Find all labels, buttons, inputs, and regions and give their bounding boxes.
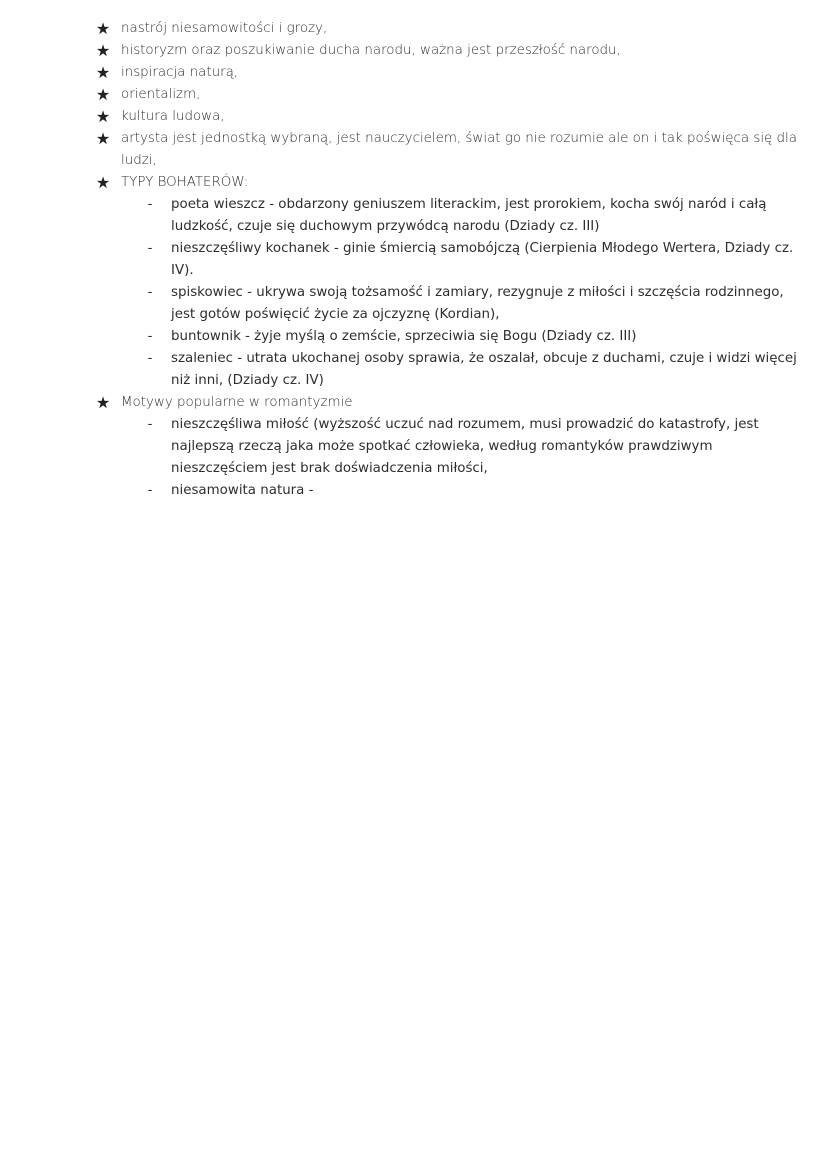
dash-bullet-icon: - bbox=[147, 351, 153, 366]
list-item-text: TYPY BOHATERÓW: bbox=[121, 175, 249, 190]
list-item-hero-types bbox=[0, 172, 828, 194]
list-item bbox=[0, 128, 828, 172]
sub-list-item-text: poeta wieszcz - obdarzony geniuszem literackim, jest prorokiem, kocha swój naród i całą ludzkość, czuje się duchowym przywódcą narodu (Dziady cz. III) bbox=[171, 197, 767, 234]
list-item-text: artysta jest jednostką wybraną, jest nauczycielem, świat go nie rozumie ale on i tak poświęca się dla ludzi, bbox=[121, 131, 797, 168]
sub-list-item bbox=[0, 194, 828, 238]
list-item bbox=[0, 40, 828, 62]
list-item-text: orientalizm, bbox=[121, 87, 201, 102]
sub-list-item-text: niesamowita natura - bbox=[171, 483, 314, 498]
dash-bullet-icon: - bbox=[147, 197, 153, 212]
hero-types-sublist bbox=[0, 194, 828, 392]
dash-bullet-icon: - bbox=[147, 241, 153, 256]
star-bullet-icon: ★ bbox=[95, 19, 111, 38]
document-page bbox=[0, 18, 828, 502]
sub-list-item bbox=[0, 282, 828, 326]
star-bullet-icon: ★ bbox=[95, 41, 111, 60]
list-item-text: inspiracja naturą, bbox=[121, 65, 239, 80]
star-bullet-icon: ★ bbox=[95, 393, 111, 412]
dash-bullet-icon: - bbox=[147, 417, 153, 432]
star-bullet-icon: ★ bbox=[95, 173, 111, 192]
star-bullet-icon: ★ bbox=[95, 107, 111, 126]
sub-list-item-text: nieszczęśliwy kochanek - ginie śmiercią samobójczą (Cierpienia Młodego Wertera, Dziady cz. IV). bbox=[171, 241, 794, 278]
sub-list-item-text: buntownik - żyje myślą o zemście, sprzeciwia się Bogu (Dziady cz. III) bbox=[171, 329, 637, 344]
list-item bbox=[0, 18, 828, 40]
list-item bbox=[0, 106, 828, 128]
dash-bullet-icon: - bbox=[147, 329, 153, 344]
star-bullet-icon: ★ bbox=[95, 85, 111, 104]
sub-list-item bbox=[0, 414, 828, 480]
star-bullet-icon: ★ bbox=[95, 63, 111, 82]
sub-list-item-text: spiskowiec - ukrywa swoją tożsamość i zamiary, rezygnuje z miłości i szczęścia rodzinnego, jest gotów poświęcić życie za ojczyznę (Kordian), bbox=[171, 285, 784, 322]
list-item-motifs bbox=[0, 392, 828, 414]
dash-bullet-icon: - bbox=[147, 483, 153, 498]
sub-list-item bbox=[0, 480, 828, 502]
motifs-sublist bbox=[0, 414, 828, 502]
sub-list-item bbox=[0, 238, 828, 282]
list-item-text: historyzm oraz poszukiwanie ducha narodu, ważna jest przeszłość narodu, bbox=[121, 43, 621, 58]
sub-list-item bbox=[0, 348, 828, 392]
list-item bbox=[0, 84, 828, 106]
sub-list-item-text: nieszczęśliwa miłość (wyższość uczuć nad rozumem, musi prowadzić do katastrofy, jest najlepszą rzeczą jaka może spotkać człowieka, według romantyków prawdziwym nieszczęściem jest brak doświadczenia miłości, bbox=[171, 417, 759, 476]
dash-bullet-icon: - bbox=[147, 285, 153, 300]
list-item-text: nastrój niesamowitości i grozy, bbox=[121, 21, 328, 36]
sub-list-item-text: szaleniec - utrata ukochanej osoby sprawia, że oszalał, obcuje z duchami, czuje i widzi więcej niż inni, (Dziady cz. IV) bbox=[171, 351, 797, 388]
list-item bbox=[0, 62, 828, 84]
list-item-text: kultura ludowa, bbox=[121, 109, 225, 124]
list-item-text: Motywy popularne w romantyzmie bbox=[121, 395, 353, 410]
sub-list-item bbox=[0, 326, 828, 348]
star-bullet-icon: ★ bbox=[95, 129, 111, 148]
